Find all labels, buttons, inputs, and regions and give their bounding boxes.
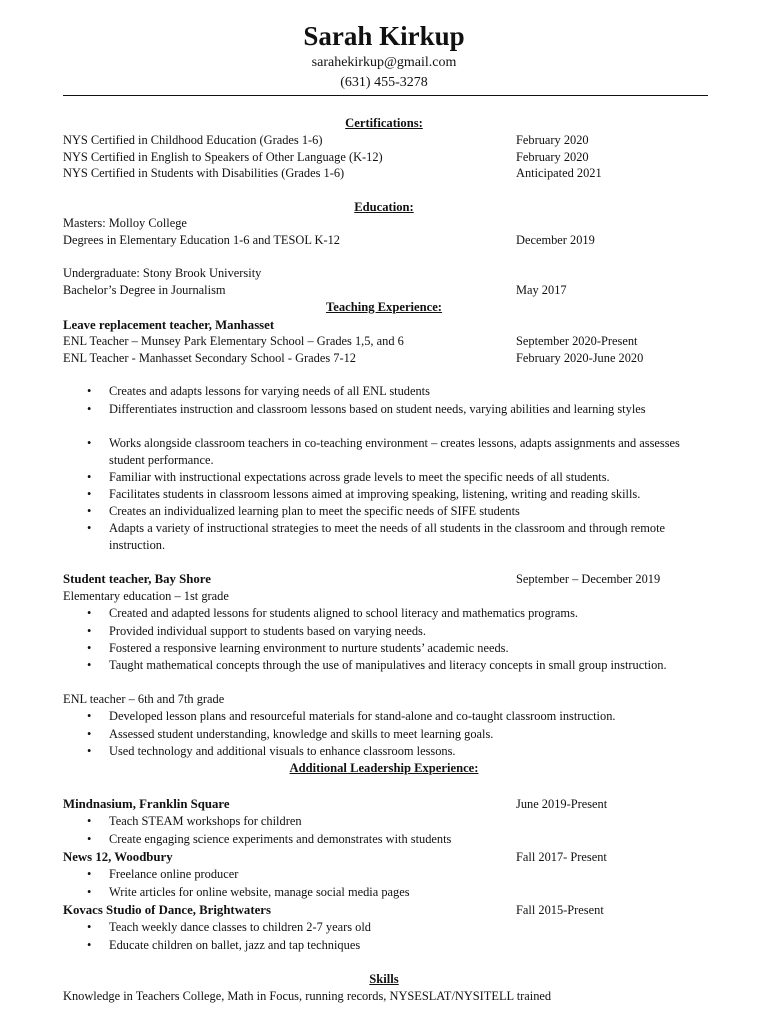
skills-heading: Skills bbox=[369, 972, 399, 986]
job-date: Fall 2017- Present bbox=[516, 850, 607, 864]
job-title: Leave replacement teacher, Manhasset bbox=[63, 318, 275, 332]
job-row bbox=[63, 849, 708, 866]
undergrad-degree: Bachelor’s Degree in Journalism bbox=[63, 283, 226, 297]
list-item: • Creates and adapts lessons for varying needs of all ENL students bbox=[109, 383, 704, 400]
list-item: • Works alongside classroom teachers in co-teaching environment – creates lessons, adapts assignments and assesses student performance. bbox=[109, 435, 704, 469]
certification-row bbox=[63, 149, 708, 166]
job-subtitle: ENL teacher – 6th and 7th grade bbox=[63, 692, 225, 706]
masters-degree: Degrees in Elementary Education 1-6 and TESOL K-12 bbox=[63, 233, 340, 247]
list-item: • Freelance online producer bbox=[109, 866, 704, 883]
job-role-row bbox=[63, 350, 708, 367]
job-title: Mindnasium, Franklin Square bbox=[63, 797, 230, 811]
list-item: • Provided individual support to students based on varying needs. bbox=[109, 623, 704, 640]
masters-date: December 2019 bbox=[516, 233, 595, 247]
leadership-heading: Additional Leadership Experience: bbox=[289, 761, 479, 775]
job-title: Student teacher, Bay Shore bbox=[63, 572, 211, 586]
list-item: • Create engaging science experiments and demonstrates with students bbox=[109, 831, 704, 848]
list-item: • Creates an individualized learning plan to meet the specific needs of SIFE students bbox=[109, 503, 704, 520]
certification-name: NYS Certified in English to Speakers of Other Language (K-12) bbox=[63, 150, 383, 164]
job-row bbox=[63, 902, 708, 919]
job-date: September 2020-Present bbox=[516, 334, 638, 348]
phone-number: (631) 455-3278 bbox=[340, 75, 428, 90]
job-role: ENL Teacher - Manhasset Secondary School - Grades 7-12 bbox=[63, 351, 356, 365]
list-item: • Facilitates students in classroom lessons aimed at improving speaking, listening, writing and reading skills. bbox=[109, 486, 704, 503]
list-item: • Used technology and additional visuals to enhance classroom lessons. bbox=[109, 743, 704, 760]
job-date: June 2019-Present bbox=[516, 797, 608, 811]
job-subheading bbox=[63, 588, 708, 605]
certification-row bbox=[63, 132, 708, 149]
job-title: Kovacs Studio of Dance, Brightwaters bbox=[63, 903, 271, 917]
education-row bbox=[63, 232, 708, 249]
education-row bbox=[63, 282, 708, 299]
job-role: ENL Teacher – Munsey Park Elementary School – Grades 1,5, and 6 bbox=[63, 334, 404, 348]
list-item: • Taught mathematical concepts through the use of manipulatives and literacy concepts in small group instruction. bbox=[109, 657, 704, 674]
education-row bbox=[63, 265, 708, 282]
email-address: sarahekirkup@gmail.com bbox=[311, 55, 457, 70]
certification-date: February 2020 bbox=[516, 133, 589, 147]
certification-name: NYS Certified in Students with Disabilities (Grades 1-6) bbox=[63, 166, 345, 180]
list-item: • Teach STEAM workshops for children bbox=[109, 813, 704, 830]
list-item: • Teach weekly dance classes to children 2-7 years old bbox=[109, 919, 704, 936]
certifications-heading: Certifications: bbox=[345, 116, 423, 130]
list-item: • Fostered a responsive learning environment to nurture students’ academic needs. bbox=[109, 640, 704, 657]
education-row bbox=[63, 215, 708, 232]
job-subheading bbox=[63, 691, 708, 708]
job-subtitle: Elementary education – 1st grade bbox=[63, 589, 229, 603]
certification-name: NYS Certified in Childhood Education (Grades 1-6) bbox=[63, 133, 323, 147]
job-title: News 12, Woodbury bbox=[63, 850, 173, 864]
certification-date: Anticipated 2021 bbox=[516, 166, 602, 180]
job-date: September – December 2019 bbox=[516, 572, 661, 586]
undergrad-date: May 2017 bbox=[516, 283, 567, 297]
list-item: • Familiar with instructional expectations across grade levels to meet the specific needs of all students. bbox=[109, 469, 704, 486]
job-row bbox=[63, 571, 708, 588]
job-row bbox=[63, 796, 708, 813]
list-item: • Created and adapted lessons for students aligned to school literacy and mathematics programs. bbox=[109, 605, 704, 622]
masters-school: Masters: Molloy College bbox=[63, 216, 187, 230]
undergrad-school: Undergraduate: Stony Brook University bbox=[63, 266, 262, 280]
education-heading: Education: bbox=[354, 200, 414, 214]
certification-date: February 2020 bbox=[516, 150, 589, 164]
list-item: • Developed lesson plans and resourceful materials for stand-alone and co-taught classroom instruction. bbox=[109, 708, 704, 725]
job-date: February 2020-June 2020 bbox=[516, 351, 644, 365]
header-divider bbox=[63, 95, 708, 96]
list-item: • Assessed student understanding, knowledge and skills to meet learning goals. bbox=[109, 726, 704, 743]
list-item: • Adapts a variety of instructional strategies to meet the needs of all students in the classroom and through remote instruction. bbox=[109, 520, 704, 554]
list-item: • Differentiates instruction and classroom lessons based on student needs, varying abilities and learning styles bbox=[109, 401, 704, 418]
list-item: • Educate children on ballet, jazz and tap techniques bbox=[109, 937, 704, 954]
job-date: Fall 2015-Present bbox=[516, 903, 604, 917]
teaching-heading: Teaching Experience: bbox=[325, 300, 443, 314]
candidate-name: Sarah Kirkup bbox=[303, 21, 465, 51]
job-row bbox=[63, 317, 708, 334]
skills-row bbox=[63, 988, 708, 1005]
list-item: • Write articles for online website, manage social media pages bbox=[109, 884, 704, 901]
job-role-row bbox=[63, 333, 708, 350]
skills-text: Knowledge in Teachers College, Math in Focus, running records, NYSESLAT/NYSITELL trained bbox=[63, 989, 552, 1003]
certification-row bbox=[63, 165, 708, 182]
